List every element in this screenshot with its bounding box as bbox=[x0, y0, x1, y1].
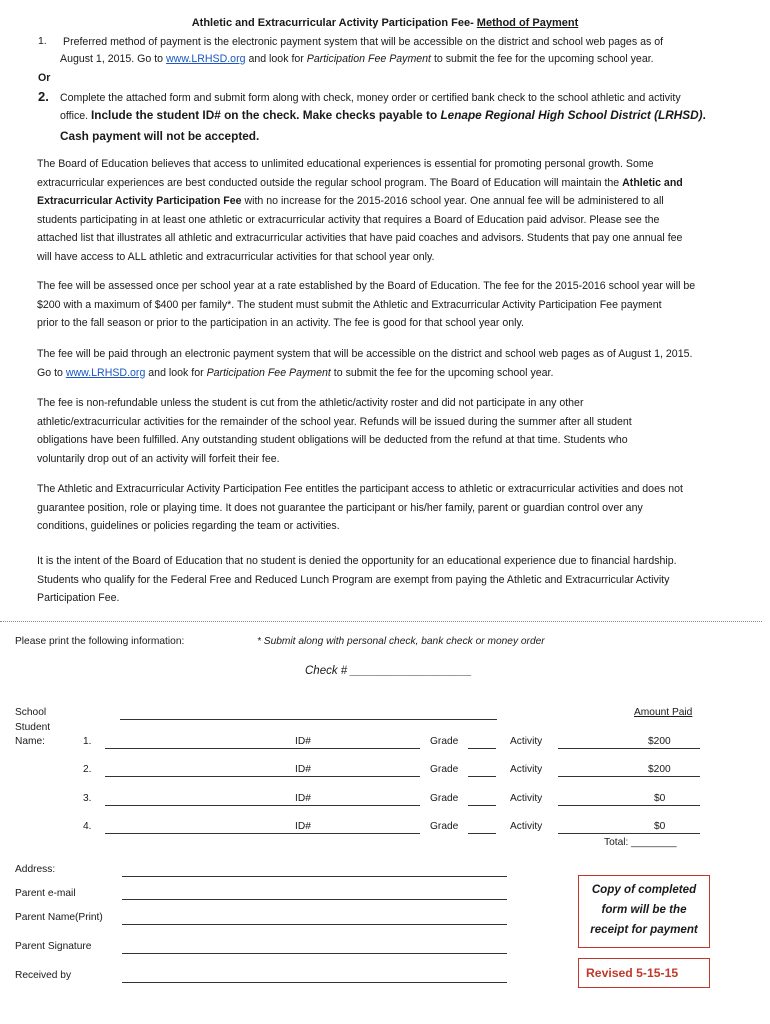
print-label: Please print the following information: bbox=[15, 636, 185, 647]
check-number-field[interactable]: Check # ___________________ bbox=[305, 665, 472, 677]
grade-field[interactable] bbox=[468, 748, 496, 749]
row-number: 1. bbox=[83, 736, 92, 747]
para3-italic: Participation Fee Payment bbox=[206, 366, 331, 379]
grade-field[interactable] bbox=[468, 776, 496, 777]
id-label: ID# bbox=[295, 764, 311, 775]
student-name-field[interactable] bbox=[105, 748, 420, 749]
receipt-note-box bbox=[578, 875, 710, 948]
revised-label: Revised 5-15-15 bbox=[586, 966, 679, 980]
para2-line: prior to the fall season or prior to the participation in an activity. The fee is good for that school year only. bbox=[37, 317, 524, 329]
paragraph-hardship bbox=[37, 552, 755, 608]
grade-label: Grade bbox=[430, 764, 459, 775]
para6-line: It is the intent of the Board of Education that no student is denied the opportunity for an educational experience due to financial hardship. bbox=[37, 555, 677, 567]
item1-line1: Preferred method of payment is the electronic payment system that will be accessible on the district and school web pages as of bbox=[63, 36, 664, 48]
grade-field[interactable] bbox=[468, 805, 496, 806]
para4-line: obligations have been fulfilled. Any outstanding student obligations will be deducted from the refund at that time. Students who bbox=[37, 434, 628, 446]
activity-field[interactable] bbox=[558, 776, 700, 777]
item1-text: August 1, 2015. Go to bbox=[60, 53, 167, 65]
activity-field[interactable] bbox=[558, 748, 700, 749]
para4-line: The fee is non-refundable unless the student is cut from the athletic/activity roster and did not participate in any other bbox=[37, 397, 584, 409]
para3-text: to submit the fee for the upcoming school year. bbox=[330, 366, 554, 379]
item2-text: office. bbox=[60, 110, 92, 122]
para2-line: $200 with a maximum of $400 per family*. The student must submit the Athletic and Extracurricular Activity Participation Fee payment bbox=[37, 298, 662, 311]
received-by-field[interactable] bbox=[122, 982, 507, 983]
para4-line: athletic/extracurricular activities for the remainder of the school year. Refunds will be issued during the summer after all student bbox=[37, 415, 632, 428]
para5-line: conditions, guidelines or policies regarding the team or activities. bbox=[37, 520, 340, 532]
grade-label: Grade bbox=[430, 821, 459, 832]
received-by-label: Received by bbox=[15, 970, 72, 981]
item2-number: 2. bbox=[38, 89, 49, 104]
or-label: Or bbox=[38, 72, 51, 84]
para1-line: will have access to ALL athletic and extracurricular activities for that school year only. bbox=[37, 250, 435, 263]
item2-cash-note: Cash payment will not be accepted. bbox=[60, 129, 260, 143]
activity-label: Activity bbox=[510, 736, 543, 747]
title-text: Athletic and Extracurricular Activity Participation Fee- bbox=[191, 17, 477, 29]
item2-line2 bbox=[60, 108, 765, 122]
parent-email-field[interactable] bbox=[122, 899, 507, 900]
para6-line: Participation Fee. bbox=[37, 592, 120, 604]
para1-bold: Athletic and bbox=[622, 176, 683, 189]
para5-line: The Athletic and Extracurricular Activity Participation Fee entitles the participant access to athletic or extracurricular activities and does not bbox=[37, 483, 683, 495]
item2-line1: Complete the attached form and submit form along with check, money order or certified bank check to the school athletic and activity bbox=[60, 92, 681, 104]
para1-line bbox=[37, 174, 755, 193]
paragraph-entitlement bbox=[37, 480, 755, 536]
row-number: 4. bbox=[83, 821, 92, 832]
receipt-note-line: receipt for payment bbox=[590, 923, 698, 936]
paragraph-refund-policy bbox=[37, 394, 755, 468]
para4-line: voluntarily drop out of an activity will forfeit their fee. bbox=[37, 452, 280, 465]
activity-field[interactable] bbox=[558, 833, 700, 834]
item1-number: 1. bbox=[38, 36, 47, 47]
item1-line2 bbox=[60, 53, 760, 65]
id-label: ID# bbox=[295, 793, 311, 804]
school-label: School bbox=[15, 707, 47, 718]
page-title bbox=[0, 17, 770, 29]
amount-paid-label: Amount Paid bbox=[634, 707, 693, 718]
receipt-note-line: form will be the bbox=[601, 903, 687, 916]
amount-value: $200 bbox=[648, 736, 671, 747]
para1-line: attached list that illustrates all athletic and extracurricular activities that have paid coaches and advisors. Students that pay one annual fee bbox=[37, 232, 683, 244]
title-underlined: Method of Payment bbox=[476, 17, 579, 29]
para3-line: The fee will be paid through an electronic payment system that will be accessible on the district and school web pages as of August 1, 2015. bbox=[37, 348, 693, 360]
para2-line: The fee will be assessed once per school year at a rate established by the Board of Education. The fee for the 2015-2016 school year will be bbox=[37, 280, 696, 292]
para1-bold: Extracurricular Activity Participation Fee bbox=[37, 195, 242, 207]
school-field[interactable] bbox=[120, 719, 497, 720]
amount-value: $0 bbox=[654, 821, 666, 832]
para6-line: Students who qualify for the Federal Free and Reduced Lunch Program are exempt from paying the Athletic and Extracurricular Activity bbox=[37, 573, 670, 586]
item1-italic: Participation Fee Payment bbox=[306, 53, 431, 65]
para1-line: students participating in at least one athletic or extracurricular activity that requires a Board of Education paid advisor. Please see the bbox=[37, 213, 660, 226]
item1-text3: to submit the fee for the upcoming school year. bbox=[431, 53, 654, 65]
student-label: Student bbox=[15, 722, 51, 733]
para1-text: extracurricular experiences are best conducted outside the regular school program. The Board of Education will maintain the bbox=[37, 176, 623, 189]
paragraph-board-belief bbox=[37, 155, 755, 266]
para3-text: and look for bbox=[145, 366, 207, 379]
grade-label: Grade bbox=[430, 736, 459, 747]
activity-label: Activity bbox=[510, 764, 543, 775]
form-separator bbox=[0, 621, 762, 622]
para1-line bbox=[37, 192, 755, 211]
para1-line: The Board of Education believes that access to unlimited educational experiences is essential for promoting personal growth. Some bbox=[37, 158, 654, 170]
parent-signature-field[interactable] bbox=[122, 953, 507, 954]
paragraph-electronic-payment bbox=[37, 345, 755, 382]
student-name-field[interactable] bbox=[105, 776, 420, 777]
row-number: 3. bbox=[83, 793, 92, 804]
item1-text2: and look for bbox=[245, 53, 307, 65]
submit-note: * Submit along with personal check, bank check or money order bbox=[257, 636, 545, 647]
name-label: Name: bbox=[15, 736, 46, 747]
parent-email-label: Parent e-mail bbox=[15, 888, 76, 899]
address-label: Address: bbox=[15, 864, 56, 875]
grade-field[interactable] bbox=[468, 833, 496, 834]
item2-bold-end: . bbox=[702, 108, 706, 122]
receipt-note-line: Copy of completed bbox=[591, 883, 697, 896]
item2-bold: Include the student ID# on the check. Make checks payable to bbox=[91, 108, 441, 122]
lrhsd-link[interactable]: www.LRHSD.org bbox=[166, 53, 246, 65]
grade-label: Grade bbox=[430, 793, 459, 804]
activity-field[interactable] bbox=[558, 805, 700, 806]
lrhsd-link-2[interactable]: www.LRHSD.org bbox=[65, 366, 146, 379]
amount-value: $0 bbox=[654, 793, 666, 804]
id-label: ID# bbox=[295, 736, 311, 747]
item2-bold-italic: Lenape Regional High School District (LRHSD) bbox=[440, 108, 703, 122]
total-field[interactable]: Total: ________ bbox=[604, 837, 677, 848]
parent-signature-label: Parent Signature bbox=[15, 941, 92, 952]
activity-label: Activity bbox=[510, 821, 543, 832]
revised-box bbox=[578, 958, 710, 988]
activity-label: Activity bbox=[510, 793, 543, 804]
student-name-field[interactable] bbox=[105, 805, 420, 806]
address-field[interactable] bbox=[122, 876, 507, 877]
student-row bbox=[0, 764, 770, 788]
parent-name-field[interactable] bbox=[122, 924, 507, 925]
parent-name-label: Parent Name(Print) bbox=[15, 912, 103, 923]
row-number: 2. bbox=[83, 764, 92, 775]
student-name-field[interactable] bbox=[105, 833, 420, 834]
paragraph-fee-assessment bbox=[37, 277, 755, 333]
student-row bbox=[0, 736, 770, 760]
amount-value: $200 bbox=[648, 764, 671, 775]
student-row bbox=[0, 793, 770, 817]
id-label: ID# bbox=[295, 821, 311, 832]
para3-line bbox=[37, 364, 755, 383]
para3-text: Go to bbox=[37, 366, 66, 379]
para1-text: with no increase for the 2015-2016 school year. One annual fee will be administered to all bbox=[241, 195, 664, 207]
para5-line: guarantee position, role or playing time. It does not guarantee the participant or his/her family, parent or guardian control over any bbox=[37, 501, 643, 514]
